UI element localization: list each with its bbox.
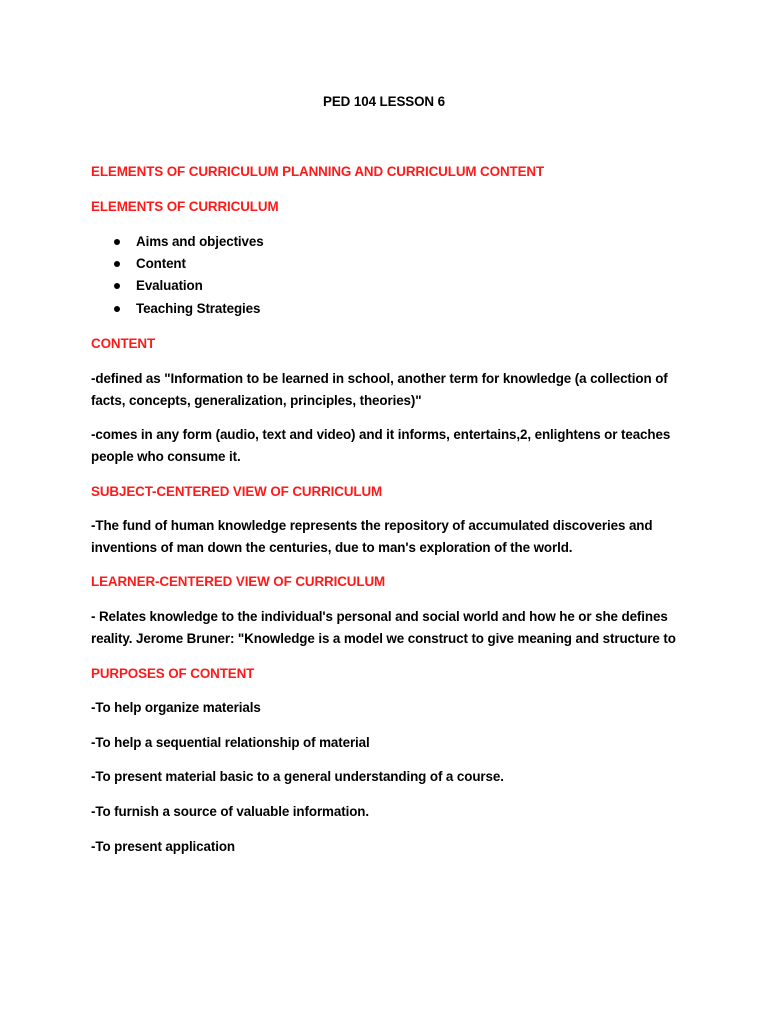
purpose-item: -To present application [91, 839, 236, 854]
subject-centered-heading: SUBJECT-CENTERED VIEW OF CURRICULUM [91, 484, 383, 499]
purpose-item: -To help a sequential relationship of material [91, 735, 370, 750]
bullet-icon [114, 306, 120, 312]
bullet-icon [114, 239, 120, 245]
learner-centered-heading: LEARNER-CENTERED VIEW OF CURRICULUM [91, 574, 386, 589]
content-paragraph-2-line-1: -comes in any form (audio, text and video) and it informs, entertains,2, enlightens or teaches [91, 427, 671, 442]
content-heading: CONTENT [91, 336, 156, 351]
purpose-item: -To help organize materials [91, 700, 261, 715]
bullet-icon [114, 283, 120, 289]
learner-paragraph-line-2: reality. Jerome Bruner: "Knowledge is a model we construct to give meaning and structure to [91, 631, 676, 646]
list-item-text: Aims and objectives [136, 234, 264, 249]
content-paragraph-1-line-2: facts, concepts, generalization, principles, theories)" [91, 393, 422, 408]
main-heading: ELEMENTS OF CURRICULUM PLANNING AND CURRICULUM CONTENT [91, 164, 545, 179]
document-title: PED 104 LESSON 6 [323, 94, 445, 109]
list-item-text: Evaluation [136, 278, 203, 293]
content-paragraph-1-line-1: -defined as "Information to be learned in school, another term for knowledge (a collection of [91, 371, 668, 386]
purpose-item: -To present material basic to a general understanding of a course. [91, 769, 504, 784]
purpose-item: -To furnish a source of valuable information. [91, 804, 369, 819]
subject-paragraph-line-2: inventions of man down the centuries, due to man's exploration of the world. [91, 540, 573, 555]
learner-paragraph-line-1: - Relates knowledge to the individual's personal and social world and how he or she defines [91, 609, 668, 624]
bullet-icon [114, 261, 120, 267]
list-item-text: Content [136, 256, 186, 271]
elements-heading: ELEMENTS OF CURRICULUM [91, 199, 279, 214]
purposes-heading: PURPOSES OF CONTENT [91, 666, 255, 681]
content-paragraph-2-line-2: people who consume it. [91, 449, 241, 464]
subject-paragraph-line-1: -The fund of human knowledge represents the repository of accumulated discoveries and [91, 518, 653, 533]
list-item-text: Teaching Strategies [136, 301, 261, 316]
